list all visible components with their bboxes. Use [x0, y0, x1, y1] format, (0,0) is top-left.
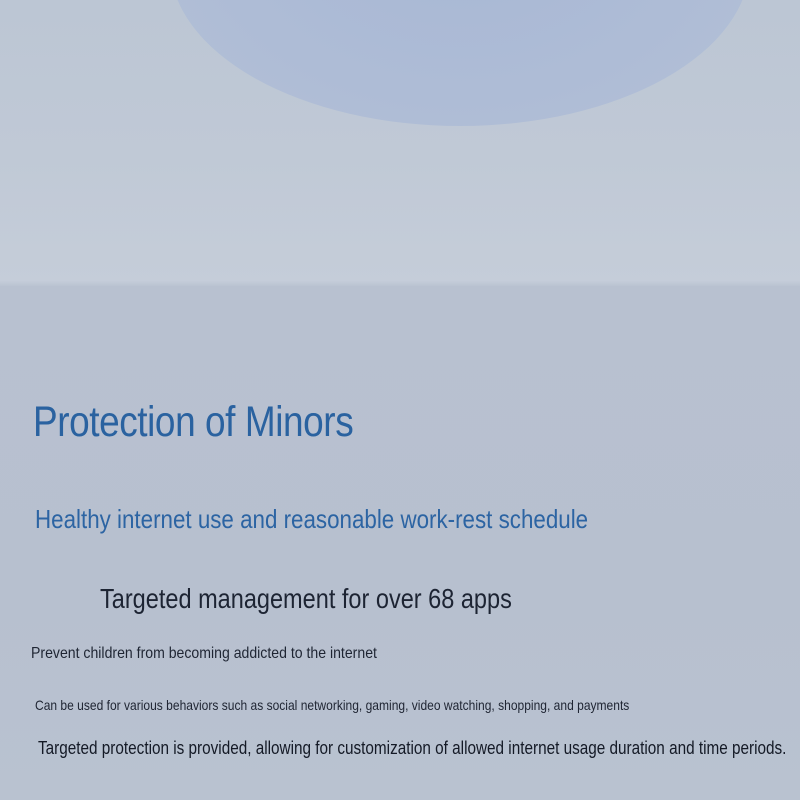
- hero-banner: [0, 0, 800, 284]
- page-subtitle: Healthy internet use and reasonable work-rest schedule: [35, 504, 589, 534]
- content-panel: [0, 286, 800, 800]
- page-title: Protection of Minors: [33, 398, 354, 446]
- feature-text-behaviors: Can be used for various behaviors such as social networking, gaming, video watching, shopping, and payments: [35, 697, 630, 713]
- feature-text-addiction: Prevent children from becoming addicted to the internet: [31, 645, 377, 662]
- feature-headline: Targeted management for over 68 apps: [100, 583, 512, 614]
- feature-text-customization: Targeted protection is provided, allowing for customization of allowed internet usage duration and time periods.: [38, 738, 787, 758]
- decorative-disc: [170, 0, 750, 126]
